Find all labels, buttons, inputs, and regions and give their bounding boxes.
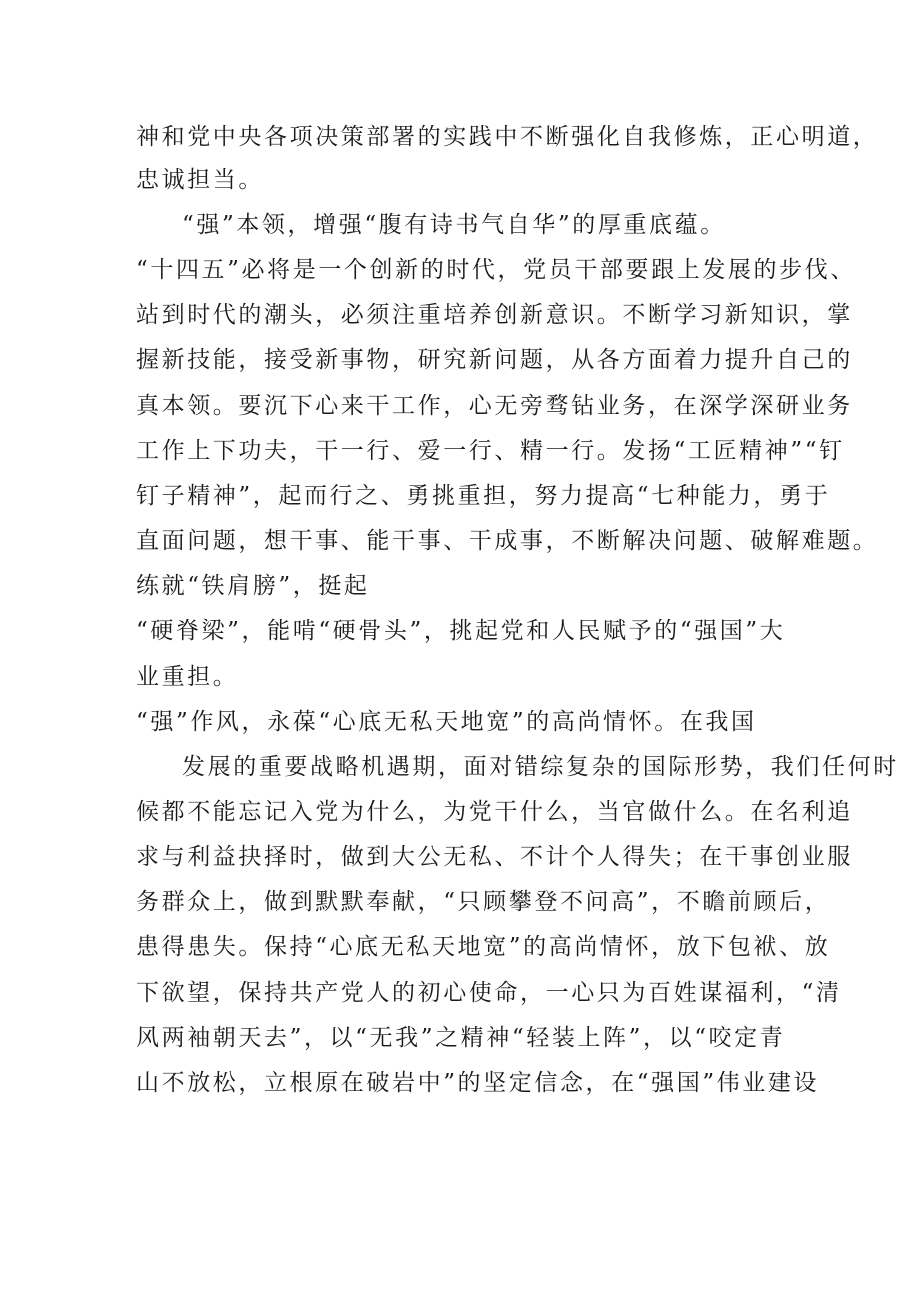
paragraph-heading: “强”本领，增强“腹有诗书气自华”的厚重底蕴。: [182, 212, 726, 238]
text-line: 务群众上，做到默默奉献，“只顾攀登不问高”，不瞻前顾后，: [136, 889, 831, 915]
paragraph-heading: 发展的重要战略机遇期，面对错综复杂的国际形势，我们任何时: [182, 754, 899, 780]
text-line: “强”作风，永葆“心底无私天地宽”的高尚情怀。在我国: [136, 709, 757, 735]
text-line: 忠诚担当。: [136, 167, 264, 193]
text-line: 患得患失。保持“心底无私天地宽”的高尚情怀，放下包袱、放: [136, 934, 831, 960]
text-line: 风两袖朝天去”，以“无我”之精神“轻装上阵”，以“咬定青: [136, 1025, 786, 1051]
text-line: 候都不能忘记入党为什么，为党干什么，当官做什么。在名利追: [136, 799, 853, 825]
text-line: 站到时代的潮头，必须注重培养创新意识。不断学习新知识，掌: [136, 302, 853, 328]
text-line: 工作上下功夫，干一行、爱一行、精一行。发扬“工匠精神”“钉: [136, 438, 845, 464]
text-line: 真本领。要沉下心来干工作，心无旁骛钻业务，在深学深研业务: [136, 393, 853, 419]
text-line: 业重担。: [136, 664, 239, 690]
text-line: 下欲望，保持共产党人的初心使命，一心只为百姓谋福利，“清: [136, 980, 842, 1006]
text-line: 求与利益抉择时，做到大公无私、不计个人得失；在干事创业服: [136, 844, 853, 870]
text-line: “十四五”必将是一个创新的时代，党员干部要跟上发展的步伐、: [136, 257, 856, 283]
text-line: 钉子精神”，起而行之、勇挑重担，努力提高“七种能力，勇于: [136, 483, 831, 509]
text-line: 练就“铁肩膀”，挺起: [136, 573, 370, 599]
text-line: 山不放松，立根原在破岩中”的坚定信念，在“强国”伟业建设: [136, 1070, 820, 1096]
text-line: 神和党中央各项决策部署的实践中不断强化自我修炼，正心明道，: [136, 124, 879, 150]
text-line: 握新技能，接受新事物，研究新问题，从各方面着力提升自己的: [136, 347, 853, 373]
text-line: 直面问题，想干事、能干事、干成事，不断解决问题、破解难题。: [136, 528, 879, 554]
text-line: “硬脊梁”，能啃“硬骨头”，挑起党和人民赋予的“强国”大: [136, 618, 786, 644]
